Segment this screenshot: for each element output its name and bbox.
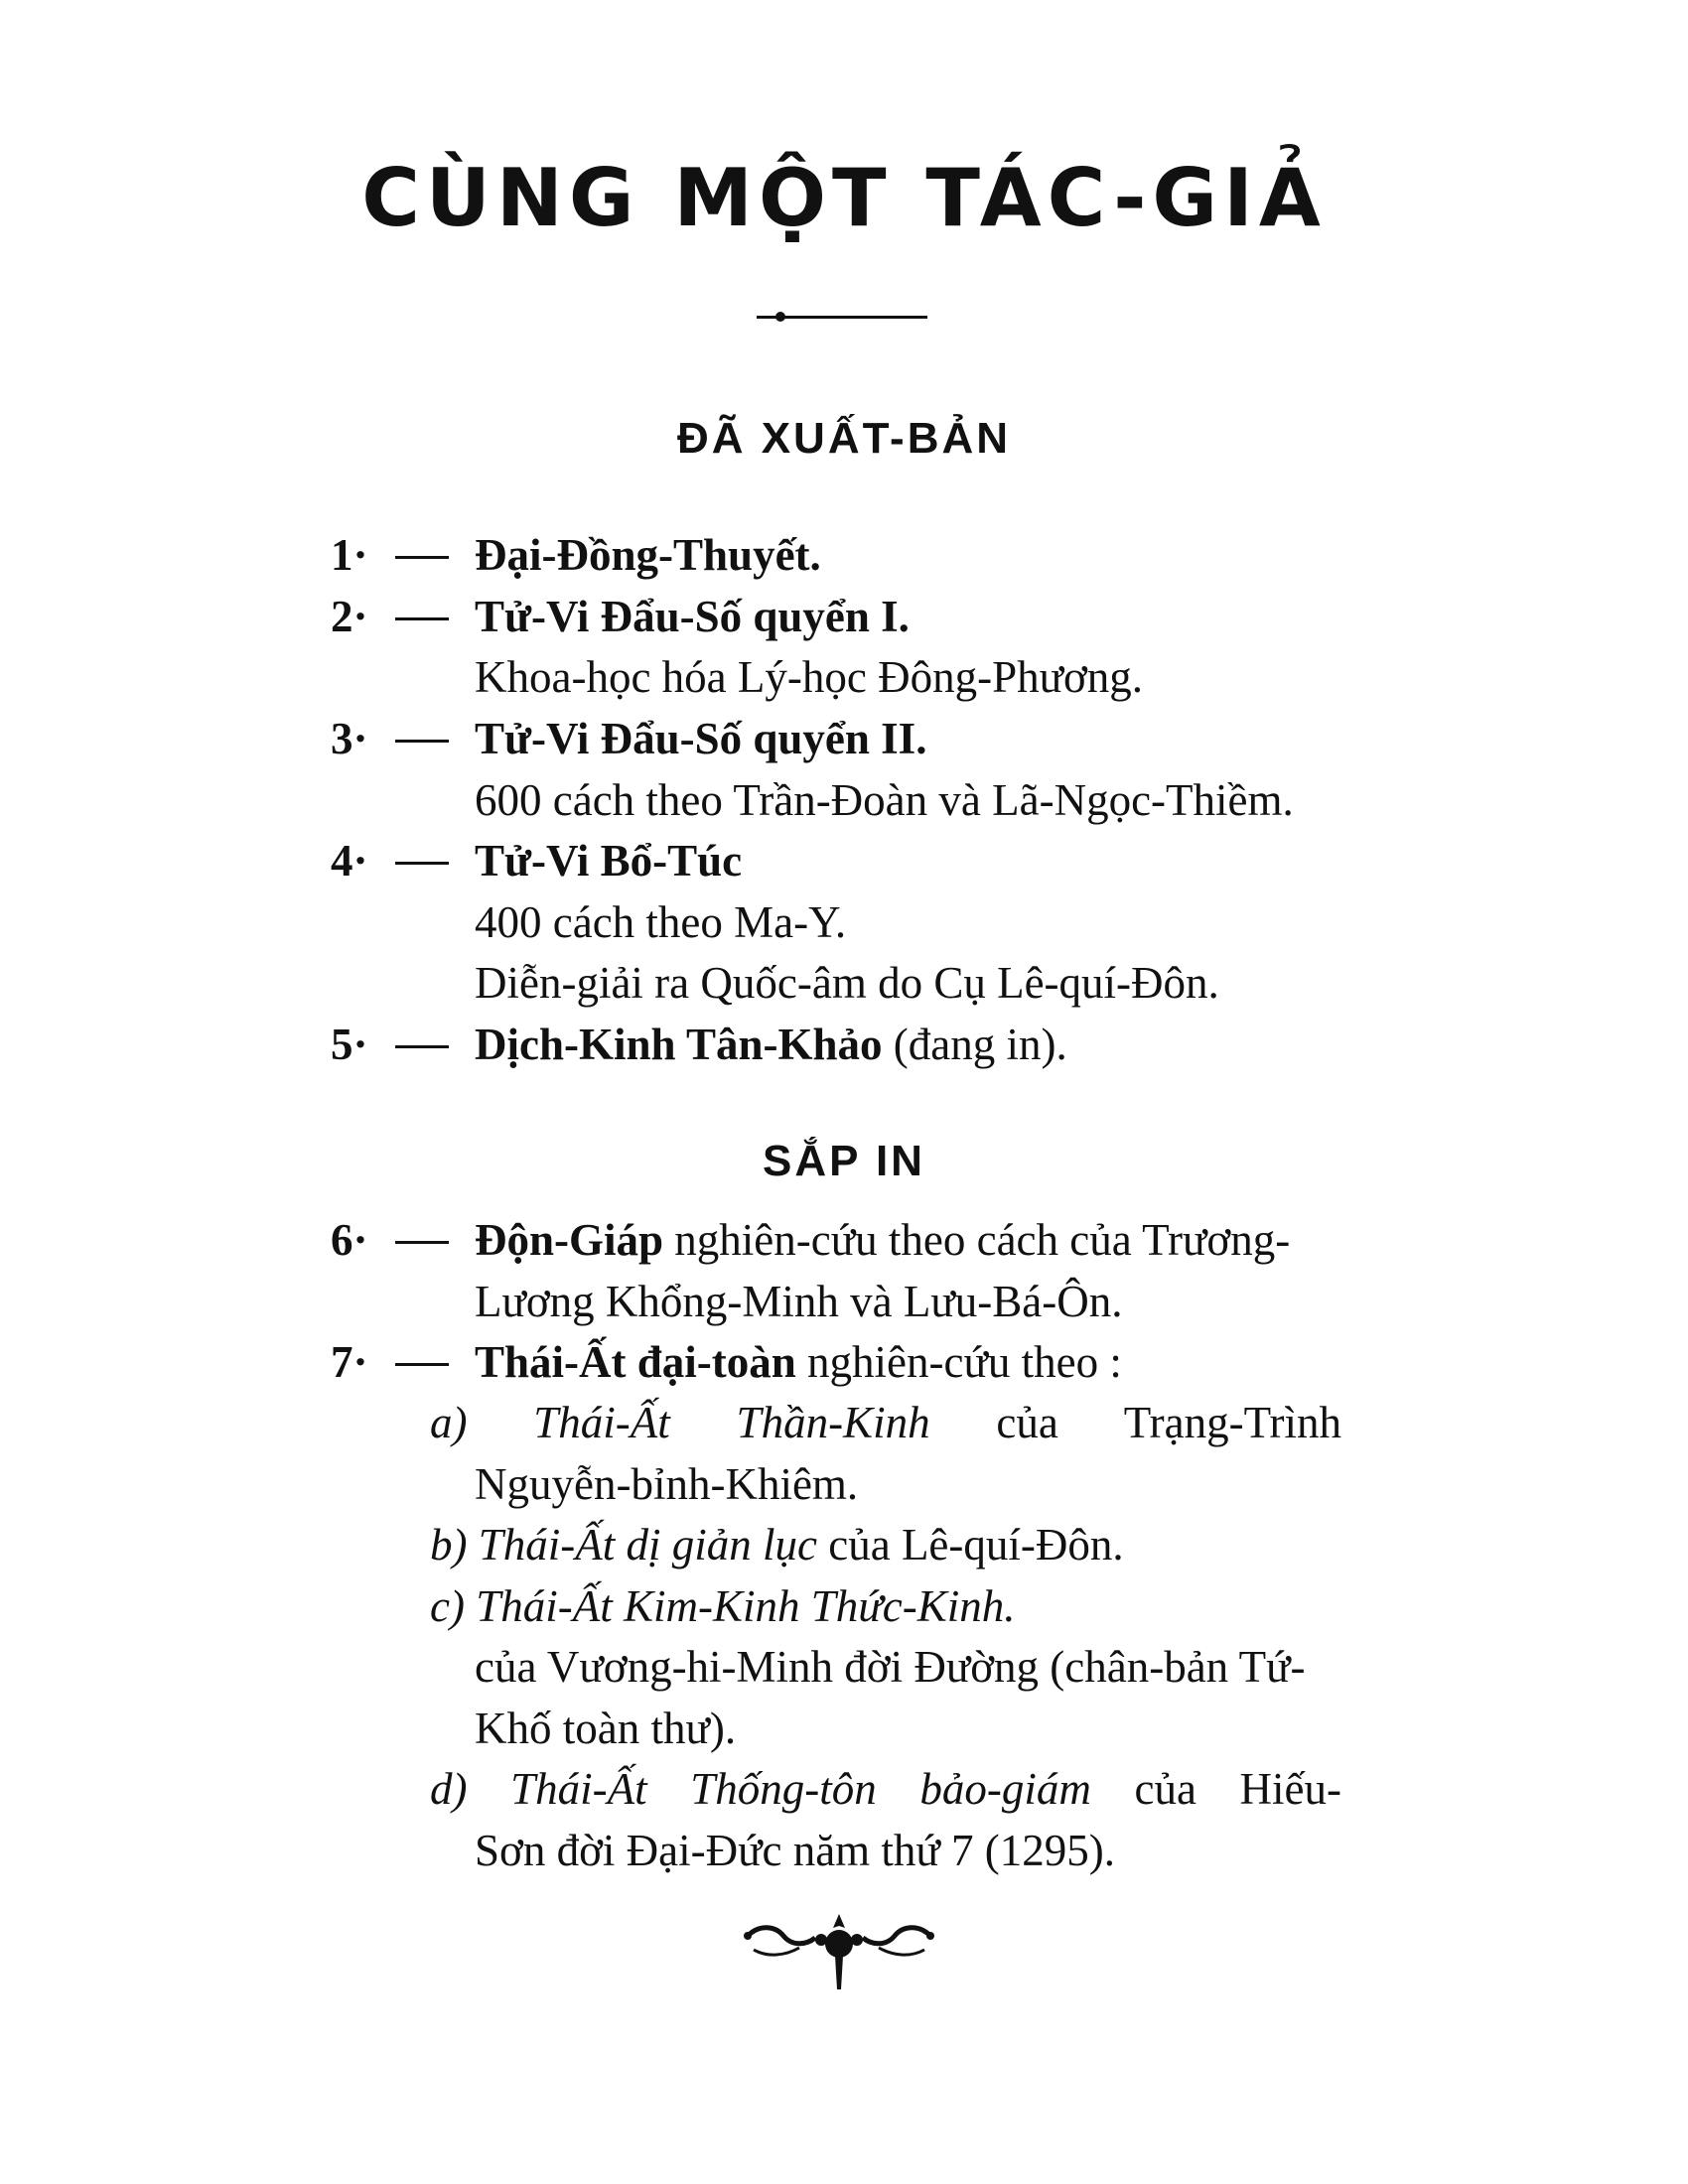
- sub-item-line: [430, 1520, 1124, 1570]
- book-title: Tử-Vi Đẩu-Số quyển II.: [475, 714, 927, 763]
- em-dash: [395, 740, 449, 743]
- book-note: 400 cách theo Ma-Y.: [475, 897, 847, 947]
- title-rule-dot: [775, 312, 785, 322]
- book-title: Độn-Giáp: [475, 1215, 664, 1265]
- item-number: 7·: [331, 1337, 368, 1387]
- sub-item-letter: b): [430, 1520, 468, 1570]
- book-entry: [475, 1020, 1067, 1069]
- em-dash: [395, 1363, 449, 1366]
- item-number: 3·: [331, 714, 368, 763]
- work-title: Thái-Ất dị giản lục: [478, 1520, 817, 1570]
- item-number: 2·: [331, 592, 368, 641]
- sub-item-letter: a): [430, 1398, 468, 1447]
- em-dash: [395, 556, 449, 559]
- em-dash: [395, 1045, 449, 1048]
- item-number: 6·: [331, 1215, 368, 1265]
- sub-item-letter: c): [430, 1581, 465, 1631]
- work-author: của Lê-quí-Đôn.: [828, 1520, 1124, 1570]
- sub-item-line: [430, 1764, 1342, 1814]
- sub-item-letter: d): [430, 1764, 468, 1814]
- book-description: nghiên-cứu theo :: [795, 1337, 1122, 1387]
- em-dash: [395, 862, 449, 865]
- sub-item-cont: của Vương-hi-Minh đời Đường (chân-bản Tứ-: [475, 1642, 1306, 1692]
- fleuron-ornament-icon: [740, 1906, 938, 1995]
- sub-item-line: [430, 1398, 1341, 1447]
- book-note: Diễn-giải ra Quốc-âm do Cụ Lê-quí-Đôn.: [475, 958, 1219, 1008]
- em-dash: [395, 1241, 449, 1244]
- book-title: Tử-Vi Đẩu-Số quyển I.: [475, 592, 910, 641]
- book-title: Đại-Đồng-Thuyết.: [475, 530, 821, 580]
- item-number: 5·: [331, 1020, 368, 1069]
- book-title: Dịch-Kinh Tân-Khảo: [475, 1020, 883, 1069]
- book-entry: [475, 1337, 1122, 1387]
- book-description-cont: Lương Khổng-Minh và Lưu-Bá-Ôn.: [475, 1277, 1123, 1326]
- work-title: Thái-Ất Thống-tôn bảo-giám: [510, 1764, 1091, 1814]
- book-title: Thái-Ất đại-toàn: [475, 1337, 796, 1387]
- upcoming-heading: SẮP IN: [763, 1137, 925, 1185]
- sub-item-cont: Khố toàn thư).: [475, 1704, 737, 1753]
- work-author: của Trạng-Trình: [996, 1398, 1341, 1447]
- book-note: Khoa-học hóa Lý-học Đông-Phương.: [475, 652, 1144, 702]
- published-heading: ĐÃ XUẤT-BẢN: [676, 414, 1012, 463]
- book-title: Tử-Vi Bổ-Túc: [475, 836, 743, 886]
- sub-item-cont: Sơn đời Đại-Đức năm thứ 7 (1295).: [475, 1826, 1116, 1875]
- item-number: 4·: [331, 836, 368, 886]
- em-dash: [395, 617, 449, 620]
- book-description: nghiên-cứu theo cách của Trương-: [663, 1215, 1291, 1265]
- page-title: CÙNG MỘT TÁC-GIẢ: [361, 152, 1327, 244]
- work-title: Thái-Ất Kim-Kinh Thức-Kinh.: [476, 1581, 1016, 1631]
- sub-item-line: [430, 1581, 1016, 1631]
- work-title: Thái-Ất Thần-Kinh: [533, 1398, 930, 1447]
- book-status: (đang in).: [882, 1020, 1067, 1069]
- item-number: 1·: [331, 530, 368, 580]
- book-entry: [475, 1215, 1291, 1265]
- sub-item-cont: Nguyễn-bỉnh-Khiêm.: [475, 1459, 859, 1509]
- book-note: 600 cách theo Trần-Đoàn và Lã-Ngọc-Thiềm.: [475, 775, 1294, 825]
- work-author: của Hiếu-: [1134, 1764, 1342, 1814]
